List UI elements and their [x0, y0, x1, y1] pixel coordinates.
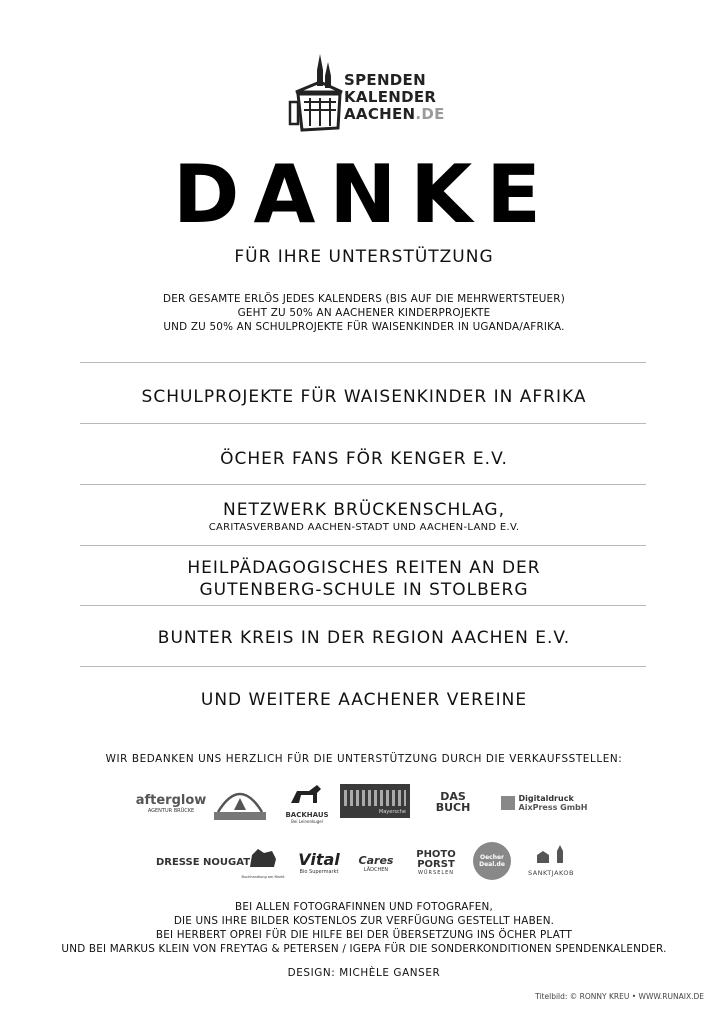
sponsor-name: Digitaldruck	[518, 794, 574, 803]
intro-text	[0, 292, 728, 334]
divider	[80, 362, 646, 363]
project-subtitle: CARITASVERBAND AACHEN-STADT UND AACHEN-LAND E.V.	[208, 522, 520, 533]
subtitle: FÜR IHRE UNTERSTÜTZUNG	[234, 247, 494, 267]
logo-line-3	[344, 106, 445, 123]
sponsor-logo-mayersche	[340, 784, 410, 818]
sponsor-name: PHOTO PORST	[416, 849, 456, 870]
sponsor-logo-sanktjakob	[522, 842, 580, 880]
intro-line: DER GESAMTE ERLÖS JEDES KALENDERS (BIS AUF DIE MEHRWERTSTEUER)	[163, 293, 565, 305]
barcode-pattern	[344, 790, 406, 806]
book-animal-icon	[246, 845, 280, 871]
divider	[80, 605, 646, 606]
design-credit: DESIGN: MICHÈLE GANSER	[287, 967, 441, 979]
project-title: BUNTER KREIS IN DER REGION AACHEN E.V.	[157, 628, 571, 648]
sponsor-logo-photo-porst	[408, 846, 464, 880]
project-item	[0, 689, 728, 711]
project-title: HEILPÄDAGOGISCHES REITEN AN DER	[187, 558, 541, 578]
photo-credit: Titelbild: © RONNY KREU • WWW.RUNAIX.DE	[535, 992, 704, 1001]
sponsor-name: Vital	[298, 849, 340, 869]
sponsor-logo-afterglow	[135, 786, 207, 820]
project-title: SCHULPROJEKTE FÜR WAISENKINDER IN AFRIKA	[141, 387, 587, 407]
sponsor-logo-cares	[354, 846, 398, 880]
sponsor-name: Mayersche	[378, 809, 406, 815]
closing-line: BEI ALLEN FOTOGRAFINNEN UND FOTOGRAFEN,	[235, 901, 493, 913]
sponsor-name: Cares	[358, 853, 394, 867]
sponsor-logo-vital	[294, 844, 344, 880]
project-item	[0, 386, 728, 408]
sponsor-sub: AGENTUR BRÜCKE	[147, 807, 195, 814]
sponsor-name: Buchhandlung am Markt	[241, 875, 285, 879]
divider	[80, 484, 646, 485]
sponsor-sub: Bei Leinenkugel	[291, 818, 323, 824]
aachen-town-hall-icon	[290, 52, 346, 136]
project-item	[0, 627, 728, 649]
project-item	[0, 557, 728, 601]
church-icon	[531, 845, 571, 865]
square-logo-icon	[501, 796, 515, 810]
divider	[80, 666, 646, 667]
project-title: NETZWERK BRÜCKENSCHLAG,	[222, 500, 505, 520]
closing-line: BEI HERBERT OPREI FÜR DIE HILFE BEI DER ÜBERSETZUNG INS ÖCHER PLATT	[155, 929, 573, 941]
sponsor-logo-buchhandlung	[238, 842, 288, 882]
sponsor-name: afterglow	[135, 792, 207, 808]
sponsor-logo-backhaus	[282, 780, 332, 826]
headline: DANKE	[173, 148, 555, 241]
arc-logo-icon	[210, 782, 270, 822]
closing-line: DIE UNS IHRE BILDER KOSTENLOS ZUR VERFÜGUNG GESTELLT HABEN.	[173, 915, 555, 927]
logo-line-1: SPENDEN	[344, 71, 426, 89]
divider	[80, 545, 646, 546]
sponsor-sub: WÜRSELEN	[417, 870, 455, 876]
closing-line: UND BEI MARKUS KLEIN VON FREYTAG & PETERSEN / IGEPA FÜR DIE SONDERKONDITIONEN SPENDENKALENDER.	[61, 943, 667, 955]
project-title: ÖCHER FANS FÖR KENGER E.V.	[220, 449, 508, 469]
sponsor-sub: LÄDCHEN	[363, 866, 389, 873]
sponsor-name: DRESSE NOUGAT	[155, 856, 251, 868]
intro-line: UND ZU 50% AN SCHULPROJEKTE FÜR WAISENKINDER IN UGANDA/AFRIKA.	[163, 321, 565, 333]
sponsor-sub: Bio Supermarkt	[299, 868, 339, 875]
sponsor-sub: AixPress GmbH	[518, 803, 588, 812]
sponsor-logo-das-buch	[420, 784, 486, 820]
sponsor-name: DAS BUCH	[435, 790, 471, 814]
sponsor-name: SANKTJAKOB	[527, 869, 574, 877]
project-item	[0, 499, 728, 535]
project-item	[0, 448, 728, 470]
closing-thanks	[0, 900, 728, 956]
project-title: UND WEITERE AACHENER VEREINE	[200, 690, 528, 710]
intro-line: GEHT ZU 50% AN AACHENER KINDERPROJEKTE	[237, 307, 491, 319]
sponsor-logo-aixpress	[494, 786, 594, 820]
logo-line-3-main: AACHEN	[344, 105, 416, 123]
sponsor-name: Oecher Deal.de	[479, 854, 505, 868]
project-title: GUTENBERG-SCHULE IN STOLBERG	[199, 580, 529, 600]
thanks-line: WIR BEDANKEN UNS HERZLICH FÜR DIE UNTERSTÜTZUNG DURCH DIE VERKAUFSSTELLEN:	[105, 753, 623, 765]
divider	[80, 423, 646, 424]
sponsor-logo-arme	[210, 782, 270, 822]
spendenkalender-logo	[290, 52, 450, 136]
sponsor-name: BACKHAUS	[285, 810, 329, 819]
sponsor-logo-oecher-deal	[470, 838, 514, 884]
sponsor-logo-dresse-nougat	[155, 846, 251, 878]
logo-line-2: KALENDER	[344, 88, 437, 106]
logo-line-3-suffix: .DE	[415, 105, 445, 123]
dog-icon	[287, 783, 327, 807]
